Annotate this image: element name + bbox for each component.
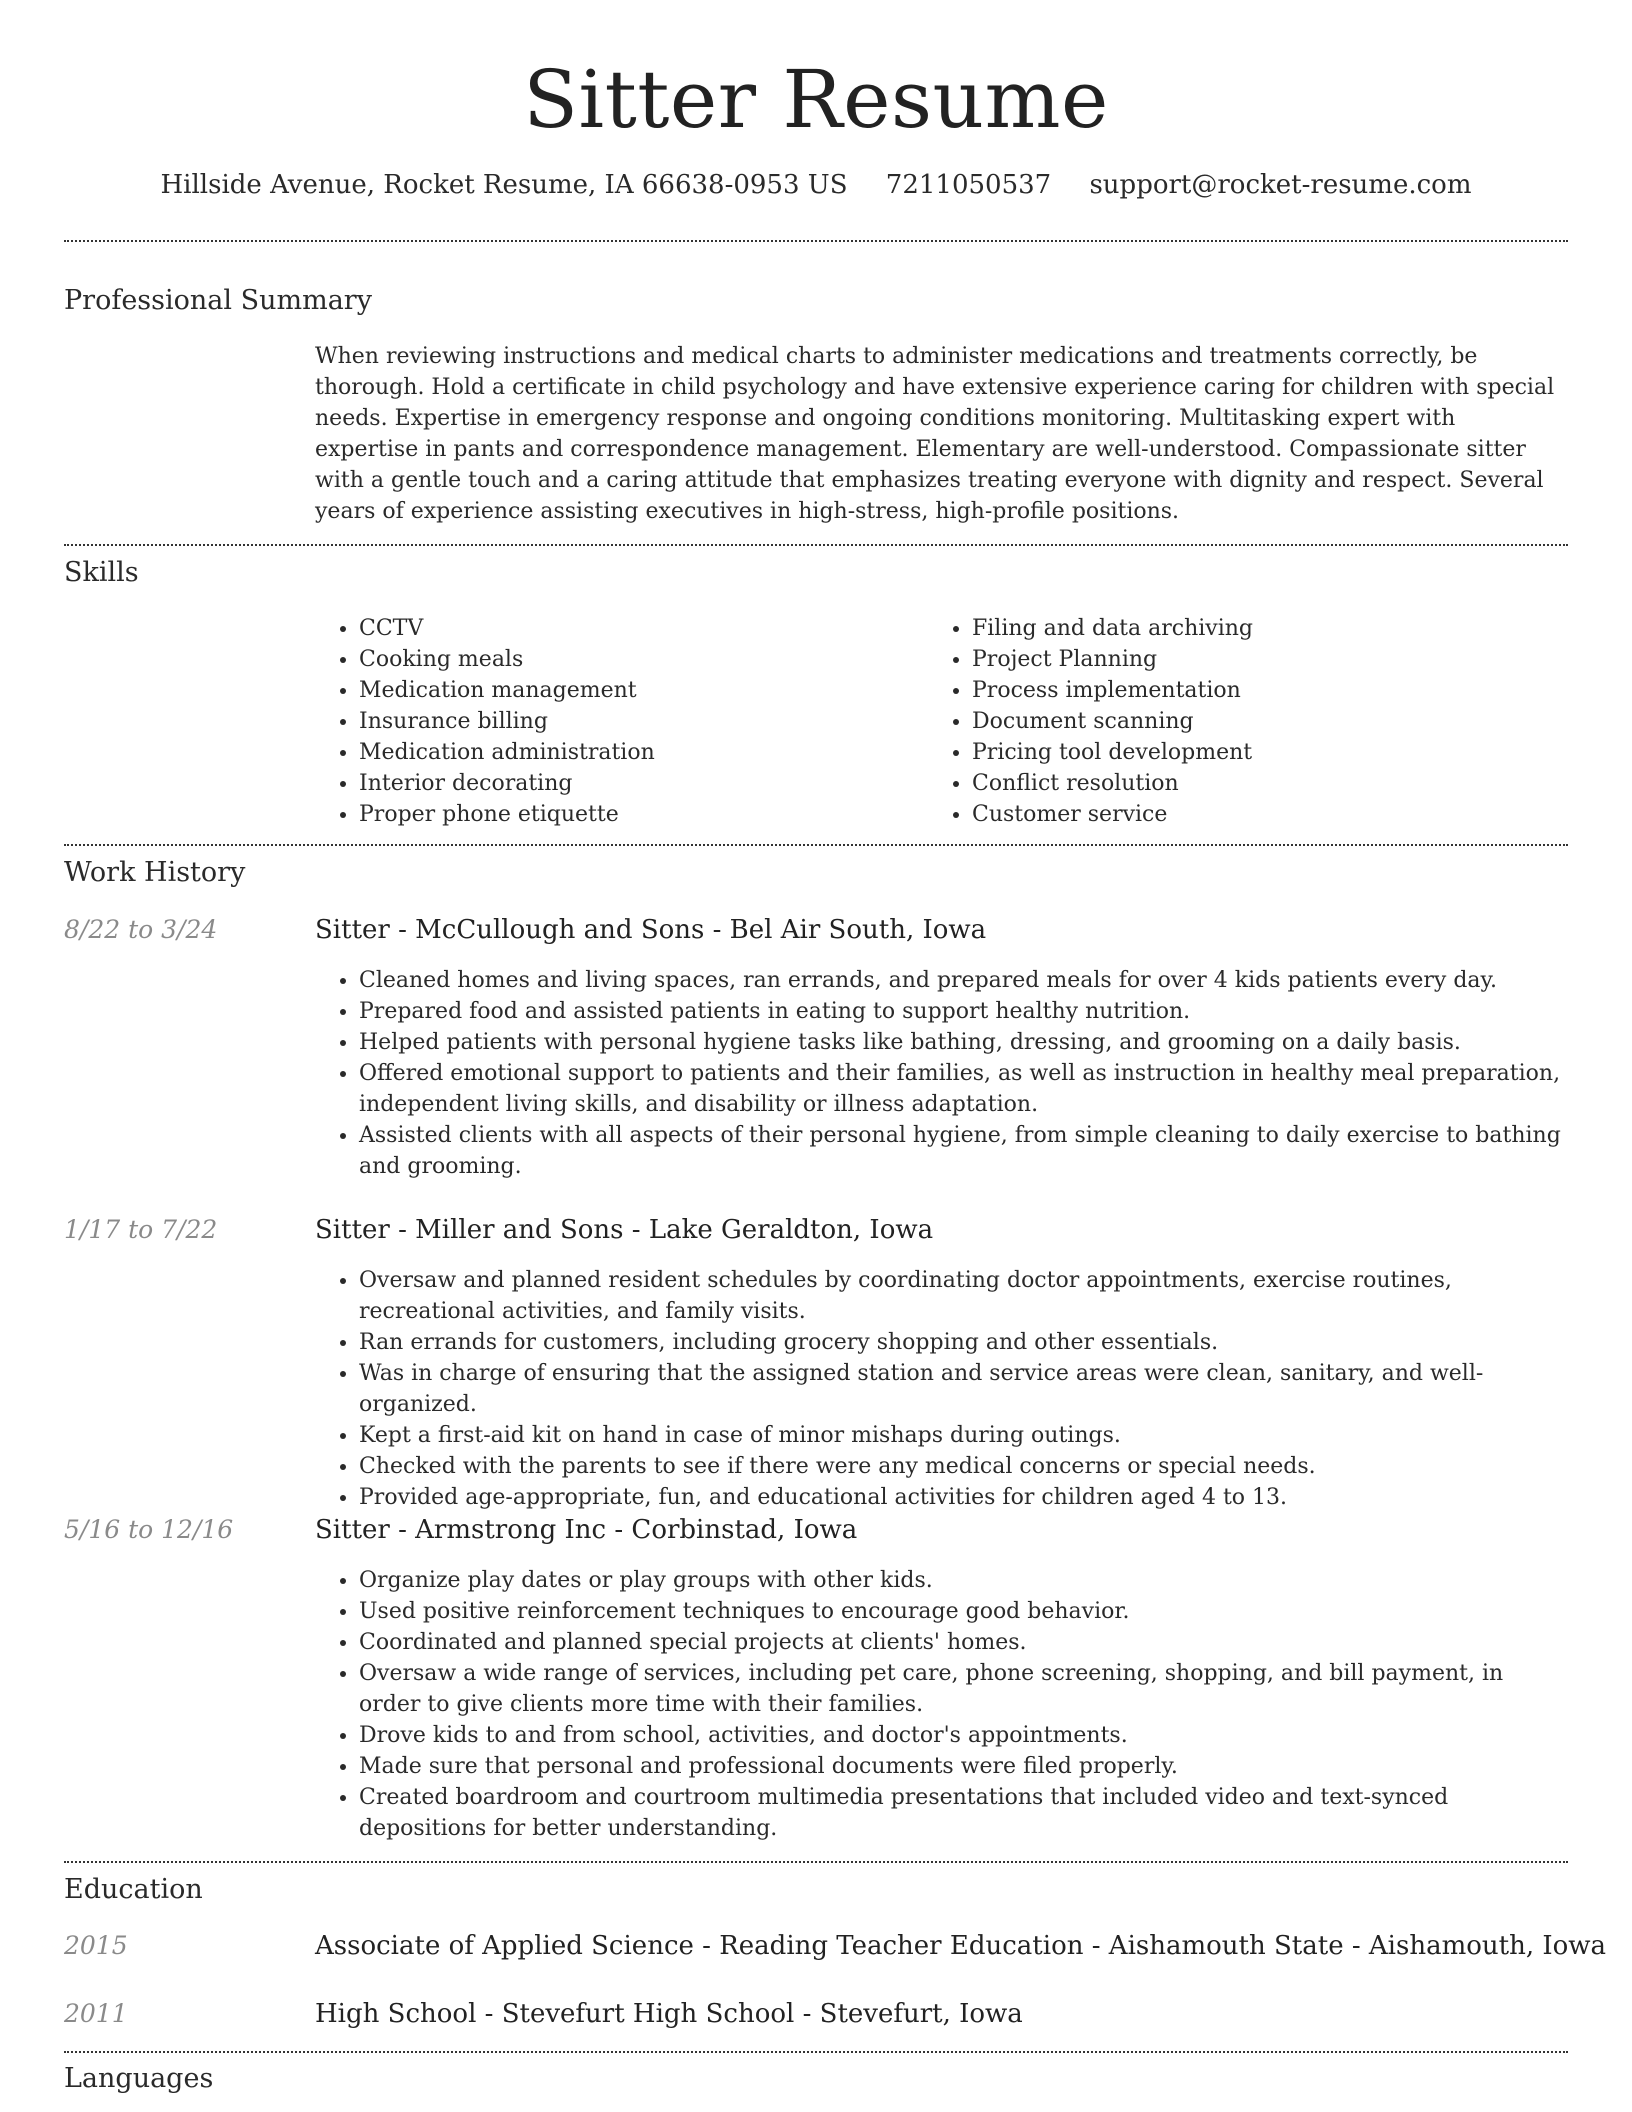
job-title: Sitter - McCullough and Sons - Bel Air South, Iowa bbox=[315, 915, 987, 945]
job-title: Sitter - Miller and Sons - Lake Geraldton, Iowa bbox=[315, 1215, 934, 1245]
skill-item: • Document scanning bbox=[972, 706, 1508, 737]
education-year: 2011 bbox=[64, 1999, 128, 2028]
education-year: 2015 bbox=[64, 1931, 128, 1960]
job-bullet: • Ran errands for customers, including grocery shopping and other essentials. bbox=[359, 1327, 1565, 1358]
section-title-skills: Skills bbox=[64, 557, 139, 588]
resume-header bbox=[64, 50, 1568, 202]
job-bullet: • Prepared food and assisted patients in eating to support healthy nutrition. bbox=[359, 996, 1565, 1027]
section-divider bbox=[64, 1861, 1568, 1863]
section-title-education: Education bbox=[64, 1874, 203, 1905]
job-bullets bbox=[315, 965, 1565, 1182]
section-divider bbox=[64, 240, 1568, 242]
skill-item: • Process implementation bbox=[972, 675, 1508, 706]
job-bullet: • Assisted clients with all aspects of their personal hygiene, from simple cleaning to daily exercise to bathing and grooming. bbox=[359, 1120, 1565, 1182]
contact-line bbox=[64, 168, 1568, 202]
skill-item: • Pricing tool development bbox=[972, 737, 1508, 768]
job-bullets bbox=[315, 1265, 1565, 1513]
job-dates: 5/16 to 12/16 bbox=[64, 1515, 234, 1544]
section-divider bbox=[64, 844, 1568, 846]
skills-list-left bbox=[315, 613, 895, 830]
job-bullet: • Kept a first-aid kit on hand in case of minor mishaps during outings. bbox=[359, 1420, 1565, 1451]
skill-item: • Customer service bbox=[972, 799, 1508, 830]
education-title: Associate of Applied Science - Reading Teacher Education - Aishamouth State - Aishamouth, Iowa bbox=[315, 1931, 1607, 1961]
skill-item: • Medication administration bbox=[359, 737, 895, 768]
section-title-work: Work History bbox=[64, 857, 246, 888]
summary-section bbox=[315, 341, 1565, 527]
job-bullet: • Coordinated and planned special projects at clients' homes. bbox=[359, 1627, 1565, 1658]
job-bullet: • Created boardroom and courtroom multimedia presentations that included video and text-synced depositions for better understanding. bbox=[359, 1782, 1565, 1844]
job-bullet: • Offered emotional support to patients and their families, as well as instruction in healthy meal preparation, independent living skills, and disability or illness adaptation. bbox=[359, 1058, 1565, 1120]
skills-list-right bbox=[928, 613, 1508, 830]
job-bullet: • Oversaw and planned resident schedules by coordinating doctor appointments, exercise routines, recreational activities, and family visits. bbox=[359, 1265, 1565, 1327]
skill-item: • Cooking meals bbox=[359, 644, 895, 675]
job-bullet: • Helped patients with personal hygiene tasks like bathing, dressing, and grooming on a daily basis. bbox=[359, 1027, 1565, 1058]
skill-item: • Project Planning bbox=[972, 644, 1508, 675]
skill-item: • Insurance billing bbox=[359, 706, 895, 737]
section-title-summary: Professional Summary bbox=[64, 285, 372, 316]
contact-address: Hillside Avenue, Rocket Resume, IA 66638-0953 US bbox=[160, 170, 848, 200]
job-dates: 1/17 to 7/22 bbox=[64, 1215, 218, 1244]
job-dates: 8/22 to 3/24 bbox=[64, 915, 218, 944]
skill-item: • Conflict resolution bbox=[972, 768, 1508, 799]
skill-item: • Interior decorating bbox=[359, 768, 895, 799]
contact-phone: 7211050537 bbox=[885, 170, 1052, 200]
section-title-languages: Languages bbox=[64, 2063, 214, 2094]
summary-text: When reviewing instructions and medical charts to administer medications and treatments correctly, be thorough. Hold a certificate in child psychology and have extensive experience caring for children with special needs. Expertise in emergency response and ongoing conditions monitoring. Multitasking expert with expertise in pants and correspondence management. Elementary are well-understood. Compassionate sitter with a gentle touch and a caring attitude that emphasizes treating everyone with dignity and respect. Several years of experience assisting executives in high-stress, high-profile positions. bbox=[315, 344, 1555, 524]
section-divider bbox=[64, 544, 1568, 546]
job-bullet: • Oversaw a wide range of services, including pet care, phone screening, shopping, and bill payment, in order to give clients more time with their families. bbox=[359, 1658, 1565, 1720]
page-title: Sitter Resume bbox=[523, 53, 1109, 146]
education-title: High School - Stevefurt High School - Stevefurt, Iowa bbox=[315, 1999, 1023, 2029]
job-bullet: • Was in charge of ensuring that the assigned station and service areas were clean, sanitary, and well-organized. bbox=[359, 1358, 1565, 1420]
job-bullet: • Organize play dates or play groups with other kids. bbox=[359, 1565, 1565, 1596]
job-title: Sitter - Armstrong Inc - Corbinstad, Iowa bbox=[315, 1515, 858, 1545]
job-bullets bbox=[315, 1565, 1565, 1844]
contact-email: support@rocket-resume.com bbox=[1089, 170, 1472, 200]
skill-item: • Medication management bbox=[359, 675, 895, 706]
job-bullet: • Used positive reinforcement techniques to encourage good behavior. bbox=[359, 1596, 1565, 1627]
skill-item: • Filing and data archiving bbox=[972, 613, 1508, 644]
job-bullet: • Made sure that personal and professional documents were filed properly. bbox=[359, 1751, 1565, 1782]
job-bullet: • Checked with the parents to see if there were any medical concerns or special needs. bbox=[359, 1451, 1565, 1482]
skill-item: • CCTV bbox=[359, 613, 895, 644]
section-divider bbox=[64, 2051, 1568, 2053]
job-bullet: • Drove kids to and from school, activities, and doctor's appointments. bbox=[359, 1720, 1565, 1751]
job-bullet: • Provided age-appropriate, fun, and educational activities for children aged 4 to 13. bbox=[359, 1482, 1565, 1513]
skill-item: • Proper phone etiquette bbox=[359, 799, 895, 830]
job-bullet: • Cleaned homes and living spaces, ran errands, and prepared meals for over 4 kids patients every day. bbox=[359, 965, 1565, 996]
